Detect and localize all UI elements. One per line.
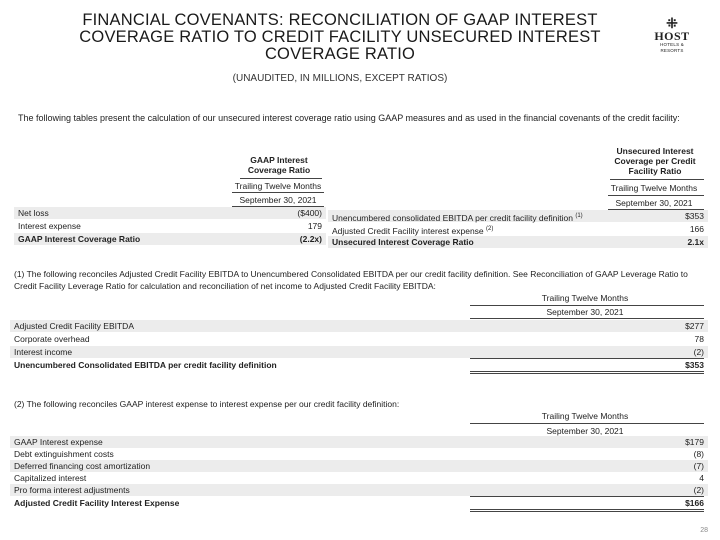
table-row-total: GAAP Interest Coverage Ratio (2.2x) [14,233,326,245]
host-logo [652,16,692,54]
unsecured-period-label: Trailing Twelve Months [610,183,698,193]
table-row: Unencumbered consolidated EBITDA per credit facility definition $^{(1)}$ $353 [328,210,708,222]
title-line-1: FINANCIAL COVENANTS: RECONCILIATION OF GAAP INTEREST [82,11,598,29]
unsecured-coverage-table [328,143,708,249]
table-row: Pro forma interest adjustments (2) [10,484,708,496]
table-row: Debt extinguishment costs (8) [14,449,704,459]
note2-period-label: Trailing Twelve Months [541,411,629,421]
gaap-period-label: Trailing Twelve Months [234,181,322,191]
unsecured-period-date: September 30, 2021 [615,198,693,208]
table-row: Adjusted Credit Facility interest expense $^{(2)}$ 166 [332,224,704,236]
ebitda-reconciliation-table [10,293,708,375]
table-row: Interest expense 179 [18,221,322,231]
logo-tagline: HOTELS & RESORTS [660,42,684,53]
footnote-1-text: (1) The following reconciles Adjusted Credit Facility EBITDA to Unencumbered Consolidated EBITDA per our credit facility definition. See Reconciliation of GAAP Leverage Ratio to Credit Facility Leverage Ratio for calculation and reconciliation of net income to Adjusted Credit Facility EBITDA: [14,269,688,291]
note2-period-date: September 30, 2021 [546,426,624,436]
note1-period-label: Trailing Twelve Months [541,293,629,303]
table-row: GAAP Interest expense $179 [10,436,708,448]
title-line-3: COVERAGE RATIO [264,45,416,63]
table-row-total: Unsecured Interest Coverage Ratio 2.1x [328,236,708,248]
footnote-2-text: (2) The following reconciles GAAP interest expense to interest expense per our credit facility definition: [14,399,400,409]
table-row: Interest income (2) [10,346,708,358]
table-row: Net loss ($400) [14,207,326,219]
title-line-2: COVERAGE RATIO TO CREDIT FACILITY UNSECURED INTEREST [79,28,601,46]
note1-period-date: September 30, 2021 [546,307,624,317]
table-row: Capitalized interest 4 [14,473,704,483]
intro-text: The following tables present the calculation of our unsecured interest coverage ratio using GAAP measures and as used in the financial covenants of the credit facility: [18,113,680,123]
logo-name: HOST [654,29,690,43]
table-row: Corporate overhead 78 [14,334,704,344]
gaap-interest-coverage-table [14,148,326,248]
gaap-table-title: GAAP Interest Coverage Ratio [247,155,311,175]
table-row: Deferred financing cost amortization (7) [10,460,708,472]
table-row-total: Adjusted Credit Facility Interest Expense $166 [14,498,704,508]
table-row: Adjusted Credit Facility EBITDA $277 [10,320,708,332]
table-row-total: Unencumbered Consolidated EBITDA per credit facility definition $353 [14,360,704,370]
gaap-period-date: September 30, 2021 [239,195,317,205]
page-title [60,12,620,63]
host-logo-icon: ⁜ [666,15,678,31]
unsecured-table-title: Unsecured Interest Coverage per Credit Facility Ratio [614,146,696,176]
page-number: 28 [700,527,708,534]
page-subtitle: (UNAUDITED, IN MILLIONS, EXCEPT RATIOS) [232,73,448,84]
interest-expense-reconciliation-table [10,411,708,513]
